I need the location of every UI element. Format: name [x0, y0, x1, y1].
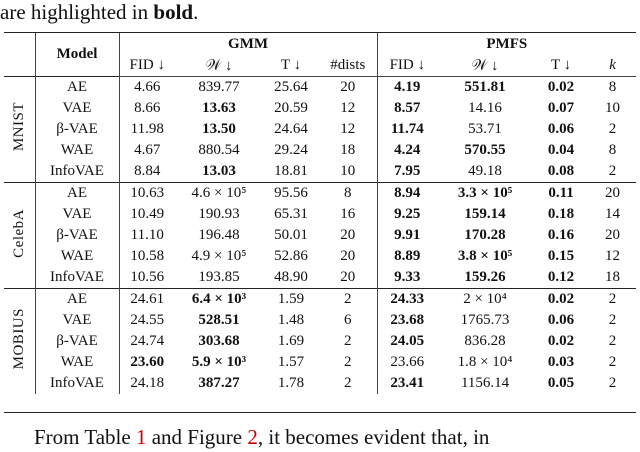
pmfs-fid-cell: 8.57 — [377, 98, 437, 119]
pmfs-w-cell: 836.28 — [464, 333, 506, 349]
table-row — [4, 310, 636, 331]
pmfs-fid-cell: 8.94 — [377, 183, 437, 205]
gmm-w-cell: 4.6 × 10⁵ — [175, 183, 263, 205]
gmm-n-cell: 20 — [340, 227, 356, 243]
gmm-n-cell: 20 — [340, 269, 356, 285]
header-gmm-dists: #dists — [319, 55, 377, 77]
pmfs-w-cell: 159.14 — [464, 206, 506, 222]
pmfs-n-cell: 18 — [605, 269, 621, 285]
gmm-w-cell: 4.9 × 10⁵ — [191, 248, 247, 264]
group-label-cell — [4, 289, 35, 395]
gmm-w-cell: 528.51 — [198, 312, 240, 328]
gmm-n-cell: 10 — [340, 163, 356, 179]
group-label-cell — [4, 183, 35, 289]
gmm-t-cell: 25.64 — [263, 77, 319, 99]
pmfs-fid-cell: 8.89 — [377, 246, 437, 267]
gmm-fid-cell: 8.66 — [119, 98, 175, 119]
dataset-label: MNIST — [10, 102, 27, 152]
header-model: Model — [35, 33, 119, 77]
intro-bold-word: bold — [153, 0, 194, 24]
pmfs-t-cell: 0.08 — [547, 163, 575, 179]
pmfs-t-cell: 0.02 — [533, 289, 589, 311]
header-pmfs-k: k — [589, 55, 636, 77]
table-row — [4, 331, 636, 352]
gmm-t-cell: 65.31 — [274, 206, 308, 222]
gmm-fid-cell: 24.74 — [119, 331, 175, 352]
gmm-fid-cell: 4.67 — [119, 140, 175, 161]
model-name-cell: β-VAE — [35, 225, 119, 246]
intro-suffix: . — [193, 0, 199, 24]
table-row — [4, 267, 636, 289]
pmfs-n-cell: 8 — [589, 77, 636, 99]
model-name-cell: WAE — [35, 246, 119, 267]
gmm-fid-cell: 10.58 — [119, 246, 175, 267]
pmfs-fid-cell: 23.68 — [377, 310, 437, 331]
gmm-n-cell: 20 — [319, 77, 377, 99]
pmfs-t-cell: 0.02 — [547, 333, 575, 349]
model-name-cell: AE — [35, 183, 119, 205]
pmfs-n-cell: 2 — [608, 354, 617, 370]
model-name-cell: β-VAE — [35, 331, 119, 352]
model-name-cell: VAE — [35, 98, 119, 119]
gmm-fid-cell: 23.60 — [119, 352, 175, 373]
intro-sentence — [0, 0, 198, 27]
pmfs-n-cell: 20 — [589, 183, 636, 205]
gmm-fid-cell: 8.84 — [119, 161, 175, 183]
pmfs-w-cell: 170.28 — [464, 227, 506, 243]
figure-ref-link[interactable]: 2 — [247, 425, 258, 449]
gmm-n-cell: 2 — [319, 289, 377, 311]
header-pmfs: PMFS — [377, 33, 636, 55]
model-name-cell: InfoVAE — [35, 267, 119, 289]
pmfs-w-cell: 570.55 — [464, 142, 506, 158]
gmm-t-cell: 1.69 — [277, 333, 305, 349]
gmm-n-cell: 2 — [344, 354, 352, 370]
pmfs-t-cell: 0.06 — [547, 312, 575, 328]
gmm-w-cell: 193.85 — [198, 269, 240, 285]
gmm-n-cell: 2 — [344, 375, 352, 391]
pmfs-fid-cell: 24.33 — [377, 289, 437, 311]
dataset-label: CelebA — [10, 208, 27, 258]
table-row — [4, 161, 636, 183]
pmfs-t-cell: 0.16 — [547, 227, 575, 243]
pmfs-n-cell: 14 — [605, 206, 621, 222]
pmfs-t-cell: 0.05 — [547, 375, 575, 391]
gmm-t-cell: 95.56 — [263, 183, 319, 205]
pmfs-n-cell: 8 — [608, 142, 617, 158]
table-row — [4, 140, 636, 161]
gmm-t-cell: 1.78 — [277, 375, 305, 391]
gmm-w-cell: 387.27 — [198, 375, 240, 391]
pmfs-w-cell: 1.8 × 10⁴ — [457, 354, 513, 370]
pmfs-n-cell: 12 — [605, 248, 621, 264]
pmfs-t-cell: 0.11 — [533, 183, 589, 205]
header-gmm-fid: FID ↓ — [119, 55, 175, 77]
pmfs-fid-cell: 9.25 — [377, 204, 437, 225]
gmm-n-cell: 12 — [340, 100, 356, 116]
gmm-t-cell: 52.86 — [274, 248, 308, 264]
gmm-fid-cell: 11.98 — [119, 119, 175, 140]
pmfs-fid-cell: 4.24 — [377, 140, 437, 161]
header-gmm-w: 𝒲 ↓ — [175, 55, 263, 77]
gmm-w-cell: 880.54 — [198, 142, 240, 158]
outro-sentence — [34, 422, 489, 452]
gmm-t-cell: 24.64 — [274, 121, 308, 137]
pmfs-w-cell: 3.8 × 10⁵ — [457, 248, 513, 264]
pmfs-w-cell: 1765.73 — [460, 312, 510, 328]
model-name-cell: AE — [35, 289, 119, 311]
gmm-t-cell: 48.90 — [274, 269, 308, 285]
pmfs-t-cell: 0.15 — [547, 248, 575, 264]
model-name-cell: InfoVAE — [35, 373, 119, 394]
gmm-w-cell: 13.63 — [202, 100, 236, 116]
pmfs-t-cell: 0.04 — [547, 142, 575, 158]
pmfs-t-cell: 0.06 — [547, 121, 575, 137]
pmfs-w-cell: 14.16 — [468, 100, 502, 116]
gmm-w-cell: 13.03 — [202, 163, 236, 179]
gmm-fid-cell: 10.63 — [119, 183, 175, 205]
table-row — [4, 183, 636, 205]
pmfs-n-cell: 2 — [608, 121, 617, 137]
pmfs-n-cell: 2 — [608, 312, 617, 328]
pmfs-w-cell: 49.18 — [468, 163, 502, 179]
gmm-fid-cell: 24.61 — [119, 289, 175, 311]
table-row — [4, 77, 636, 99]
gmm-t-cell: 50.01 — [274, 227, 308, 243]
gmm-n-cell: 2 — [344, 333, 352, 349]
pmfs-n-cell: 2 — [608, 163, 617, 179]
gmm-fid-cell: 24.18 — [119, 373, 175, 394]
gmm-n-cell: 20 — [340, 248, 356, 264]
table-row — [4, 373, 636, 394]
gmm-w-cell: 6.4 × 10³ — [175, 289, 263, 311]
pmfs-w-cell: 159.26 — [464, 269, 506, 285]
pmfs-w-cell: 53.71 — [468, 121, 502, 137]
pmfs-fid-cell: 23.41 — [377, 373, 437, 394]
outro-part3: , it becomes evident that, in — [257, 425, 490, 449]
pmfs-t-cell: 0.12 — [547, 269, 575, 285]
table-ref-link[interactable]: 1 — [135, 425, 147, 449]
gmm-fid-cell: 11.10 — [119, 225, 175, 246]
gmm-t-cell: 1.57 — [277, 354, 305, 370]
group-label-cell — [4, 77, 35, 183]
gmm-n-cell: 16 — [340, 206, 356, 222]
table-row — [4, 225, 636, 246]
pmfs-fid-cell: 11.74 — [377, 119, 437, 140]
pmfs-n-cell: 20 — [605, 227, 621, 243]
model-name-cell: β-VAE — [35, 119, 119, 140]
gmm-w-cell: 13.50 — [202, 121, 236, 137]
gmm-fid-cell: 24.55 — [119, 310, 175, 331]
dataset-label: MOBIUS — [10, 308, 27, 370]
pmfs-w-cell: 3.3 × 10⁵ — [437, 183, 533, 205]
pmfs-fid-cell: 9.91 — [377, 225, 437, 246]
pmfs-w-cell: 1156.14 — [460, 375, 510, 391]
gmm-fid-cell: 10.56 — [119, 267, 175, 289]
table-row — [4, 98, 636, 119]
table-row — [4, 119, 636, 140]
gmm-t-cell: 20.59 — [274, 100, 308, 116]
table-row — [4, 204, 636, 225]
pmfs-n-cell: 2 — [608, 333, 617, 349]
gmm-fid-cell: 10.49 — [119, 204, 175, 225]
model-name-cell: InfoVAE — [35, 161, 119, 183]
results-table-frame — [4, 32, 636, 413]
model-name-cell: AE — [35, 77, 119, 99]
table-row — [4, 246, 636, 267]
gmm-w-cell: 5.9 × 10³ — [191, 354, 247, 370]
gmm-w-cell: 839.77 — [175, 77, 263, 99]
table-row — [4, 289, 636, 311]
gmm-w-cell: 303.68 — [198, 333, 240, 349]
pmfs-fid-cell: 23.66 — [377, 352, 437, 373]
pmfs-t-cell: 0.02 — [533, 77, 589, 99]
pmfs-n-cell: 10 — [605, 100, 621, 116]
model-name-cell: VAE — [35, 204, 119, 225]
gmm-n-cell: 8 — [319, 183, 377, 205]
header-pmfs-w: 𝒲 ↓ — [437, 55, 533, 77]
model-name-cell: VAE — [35, 310, 119, 331]
header-gmm: GMM — [119, 33, 377, 55]
pmfs-t-cell: 0.03 — [547, 354, 575, 370]
gmm-n-cell: 18 — [340, 142, 356, 158]
table-row — [4, 352, 636, 373]
pmfs-fid-cell: 4.19 — [377, 77, 437, 99]
pmfs-fid-cell: 7.95 — [377, 161, 437, 183]
outro-part2: and Figure — [146, 425, 248, 449]
header-gmm-t: T ↓ — [263, 55, 319, 77]
gmm-fid-cell: 4.66 — [119, 77, 175, 99]
pmfs-t-cell: 0.07 — [547, 100, 575, 116]
pmfs-n-cell: 2 — [589, 289, 636, 311]
pmfs-fid-cell: 24.05 — [377, 331, 437, 352]
intro-prefix: are highlighted in — [0, 0, 154, 24]
model-name-cell: WAE — [35, 140, 119, 161]
gmm-t-cell: 1.59 — [263, 289, 319, 311]
header-pmfs-t: T ↓ — [533, 55, 589, 77]
gmm-n-cell: 12 — [340, 121, 356, 137]
header-row-groups — [4, 33, 636, 55]
pmfs-n-cell: 2 — [608, 375, 617, 391]
gmm-t-cell: 29.24 — [274, 142, 308, 158]
results-table — [4, 33, 636, 394]
gmm-w-cell: 190.93 — [198, 206, 240, 222]
pmfs-fid-cell: 9.33 — [377, 267, 437, 289]
gmm-n-cell: 6 — [344, 312, 352, 328]
pmfs-w-cell: 2 × 10⁴ — [437, 289, 533, 311]
model-name-cell: WAE — [35, 352, 119, 373]
gmm-w-cell: 196.48 — [198, 227, 240, 243]
gmm-t-cell: 18.81 — [274, 163, 308, 179]
pmfs-t-cell: 0.18 — [547, 206, 575, 222]
gmm-t-cell: 1.48 — [277, 312, 305, 328]
pmfs-w-cell: 551.81 — [437, 77, 533, 99]
outro-part1: From Table — [34, 425, 136, 449]
header-pmfs-fid: FID ↓ — [377, 55, 437, 77]
